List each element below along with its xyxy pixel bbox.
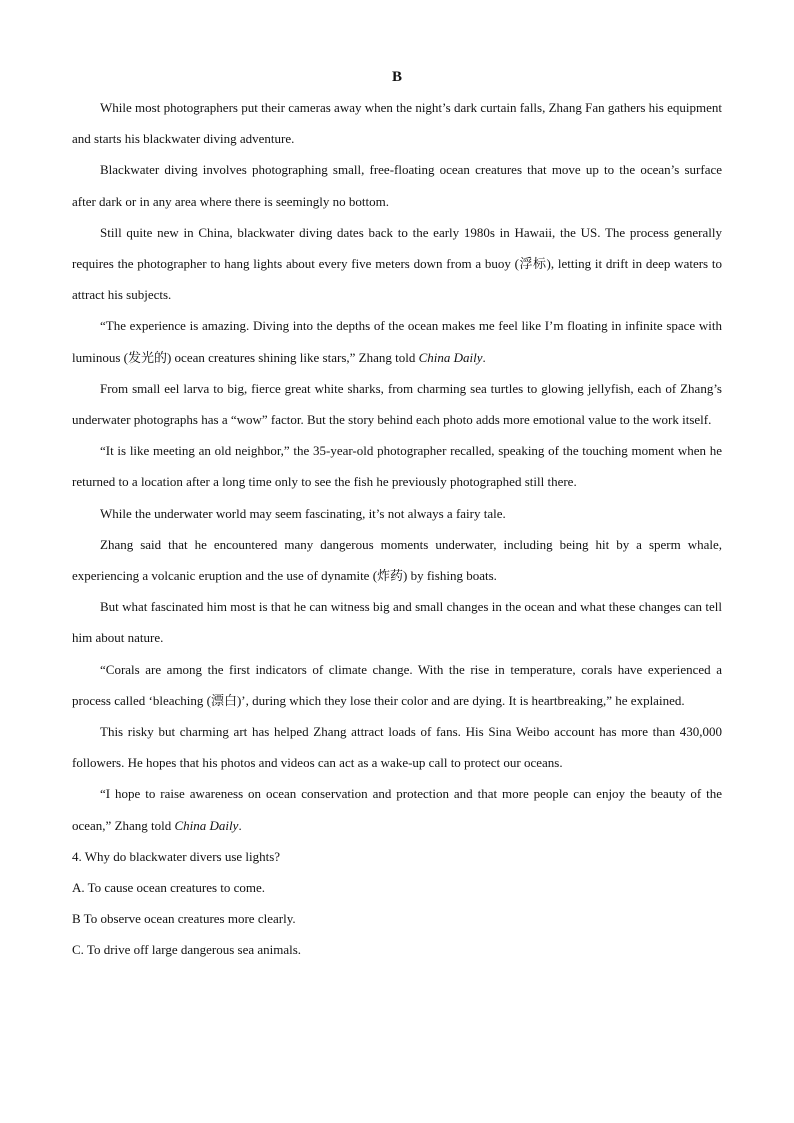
- paragraph-6: “It is like meeting an old neighbor,” the 35-year-old photographer recalled, speaking of the touching moment when he returned to a location after a long time only to see the fish he previously photographed still there.: [72, 443, 722, 490]
- paragraph-4: [72, 310, 722, 372]
- source-name-2: China Daily: [174, 817, 239, 833]
- option-a[interactable]: A. To cause ocean creatures to come.: [72, 880, 266, 896]
- paragraph-5: From small eel larva to big, fierce great white sharks, from charming sea turtles to glowing jellyfish, each of Zhang’s underwater photographs has a “wow” factor. But the story behind each photo adds more emotional value to the work itself.: [72, 380, 722, 428]
- paragraph-7: While the underwater world may seem fascinating, it’s not always a fairy tale.: [100, 505, 506, 521]
- paragraph-8: Zhang said that he encountered many dangerous moments underwater, including being hit by a sperm whale, experiencing a volcanic eruption and the use of dynamite (炸药) by fishing boats.: [72, 536, 722, 584]
- period-2: .: [238, 817, 242, 833]
- paragraph-4-text: “The experience is amazing. Diving into the depths of the ocean makes me feel like I’m floating in infinite space with luminous (发光的) ocean creatures shining like stars,” Zhang told: [72, 318, 722, 365]
- paragraph-1: While most photographers put their cameras away when the night’s dark curtain falls, Zhang Fan gathers his equipment and starts his blackwater diving adventure.: [72, 100, 722, 147]
- paragraph-2: Blackwater diving involves photographing small, free-floating ocean creatures that move up to the ocean’s surface after dark or in any area where there is seemingly no bottom.: [72, 162, 722, 209]
- option-c[interactable]: C. To drive off large dangerous sea animals.: [72, 942, 302, 958]
- question-stem: 4. Why do blackwater divers use lights?: [72, 848, 281, 864]
- question-block: [72, 841, 722, 966]
- document-page: [72, 66, 722, 966]
- option-b[interactable]: B To observe ocean creatures more clearly.: [72, 911, 296, 927]
- paragraph-10: “Corals are among the first indicators of climate change. With the rise in temperature, corals have experienced a process called ‘bleaching (漂白)’, during which they lose their color and are dying. It is heartbreaking,” he explained.: [72, 661, 722, 708]
- period: .: [482, 349, 486, 365]
- paragraph-12-text: “I hope to raise awareness on ocean conservation and protection and that more people can enjoy the beauty of the ocean,” Zhang told: [72, 786, 722, 833]
- paragraph-12: [72, 778, 722, 840]
- section-title: B: [391, 69, 402, 85]
- paragraph-9: But what fascinated him most is that he can witness big and small changes in the ocean and what these changes can tell him about nature.: [72, 599, 722, 646]
- paragraph-11: This risky but charming art has helped Zhang attract loads of fans. His Sina Weibo account has more than 430,000 followers. He hopes that his photos and videos can act as a wake-up call to protect our oceans.: [72, 724, 722, 771]
- paragraph-3: Still quite new in China, blackwater diving dates back to the early 1980s in Hawaii, the US. The process generally requires the photographer to hang lights about every five meters down from a buoy (浮标), letting it drift in deep waters to attract his subjects.: [72, 224, 722, 303]
- source-name: China Daily: [418, 349, 483, 365]
- article-body: [72, 92, 722, 841]
